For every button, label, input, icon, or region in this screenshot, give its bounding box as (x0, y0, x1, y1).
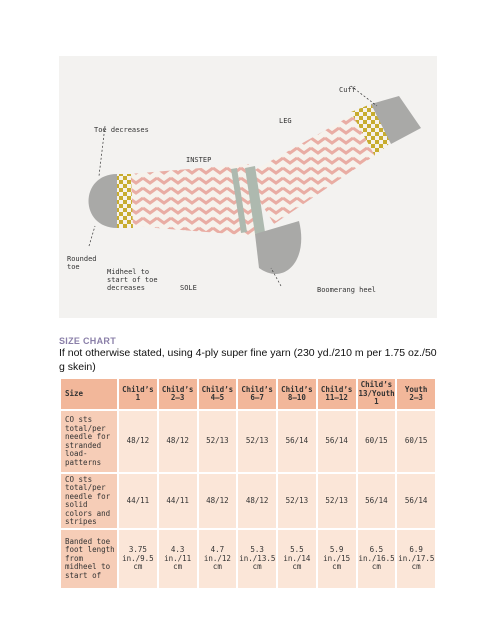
column-header: Child’s 11–12 (317, 378, 357, 410)
row-label: CO sts total/per needle for solid colors and stripes (60, 473, 118, 529)
column-header: Child’s 1 (118, 378, 158, 410)
row-label: Banded toe foot length from midheel to start of (60, 529, 118, 589)
table-cell: 56/14 (396, 473, 436, 529)
label-leg: LEG (279, 117, 292, 125)
label-sole: SOLE (180, 284, 197, 292)
column-header: Child’s 13/Youth 1 (357, 378, 397, 410)
table-cell: 6.5 in./16.5 cm (357, 529, 397, 589)
table-cell: 52/13 (237, 410, 277, 473)
column-header: Child’s 8–10 (277, 378, 317, 410)
table-cell: 52/13 (277, 473, 317, 529)
size-chart-table (59, 377, 437, 590)
table-cell: 4.3 in./11 cm (158, 529, 198, 589)
table-cell: 56/14 (277, 410, 317, 473)
table-cell: 48/12 (198, 473, 238, 529)
size-chart-title: SIZE CHART (59, 336, 116, 346)
column-header: Child’s 6–7 (237, 378, 277, 410)
table-header-row (60, 378, 436, 410)
label-cuff: Cuff (339, 86, 356, 94)
table-cell: 5.3 in./13.5 cm (237, 529, 277, 589)
table-cell: 44/11 (118, 473, 158, 529)
table-cell: 56/14 (357, 473, 397, 529)
label-midheel: Midheel to start of toe decreases (107, 268, 158, 292)
size-header: Size (60, 378, 118, 410)
table-cell: 4.7 in./12 cm (198, 529, 238, 589)
table-cell: 60/15 (357, 410, 397, 473)
label-instep: INSTEP (186, 156, 212, 164)
label-boomerang-heel: Boomerang heel (317, 286, 377, 294)
table-cell: 48/12 (237, 473, 277, 529)
table-cell: 60/15 (396, 410, 436, 473)
table-row (60, 473, 436, 529)
label-toe-decreases: Toe decreases (94, 126, 149, 134)
table-cell: 48/12 (158, 410, 198, 473)
table-cell: 56/14 (317, 410, 357, 473)
row-label: CO sts total/per needle for stranded load-patterns (60, 410, 118, 473)
table-cell: 5.5 in./14 cm (277, 529, 317, 589)
table-cell: 6.9 in./17.5 cm (396, 529, 436, 589)
table-cell: 44/11 (158, 473, 198, 529)
column-header: Child’s 4–5 (198, 378, 238, 410)
table-cell: 5.9 in./15 cm (317, 529, 357, 589)
table-row (60, 410, 436, 473)
table-cell: 52/13 (198, 410, 238, 473)
table-cell: 48/12 (118, 410, 158, 473)
label-rounded-toe: Rounded toe (67, 255, 97, 271)
table-cell: 3.75 in./9.5 cm (118, 529, 158, 589)
column-header: Child’s 2–3 (158, 378, 198, 410)
size-chart-subtitle: If not otherwise stated, using 4-ply super fine yarn (230 yd./210 m per 1.75 oz./50 g skein) (59, 347, 437, 373)
column-header: Youth 2–3 (396, 378, 436, 410)
table-cell: 52/13 (317, 473, 357, 529)
table-row (60, 529, 436, 589)
